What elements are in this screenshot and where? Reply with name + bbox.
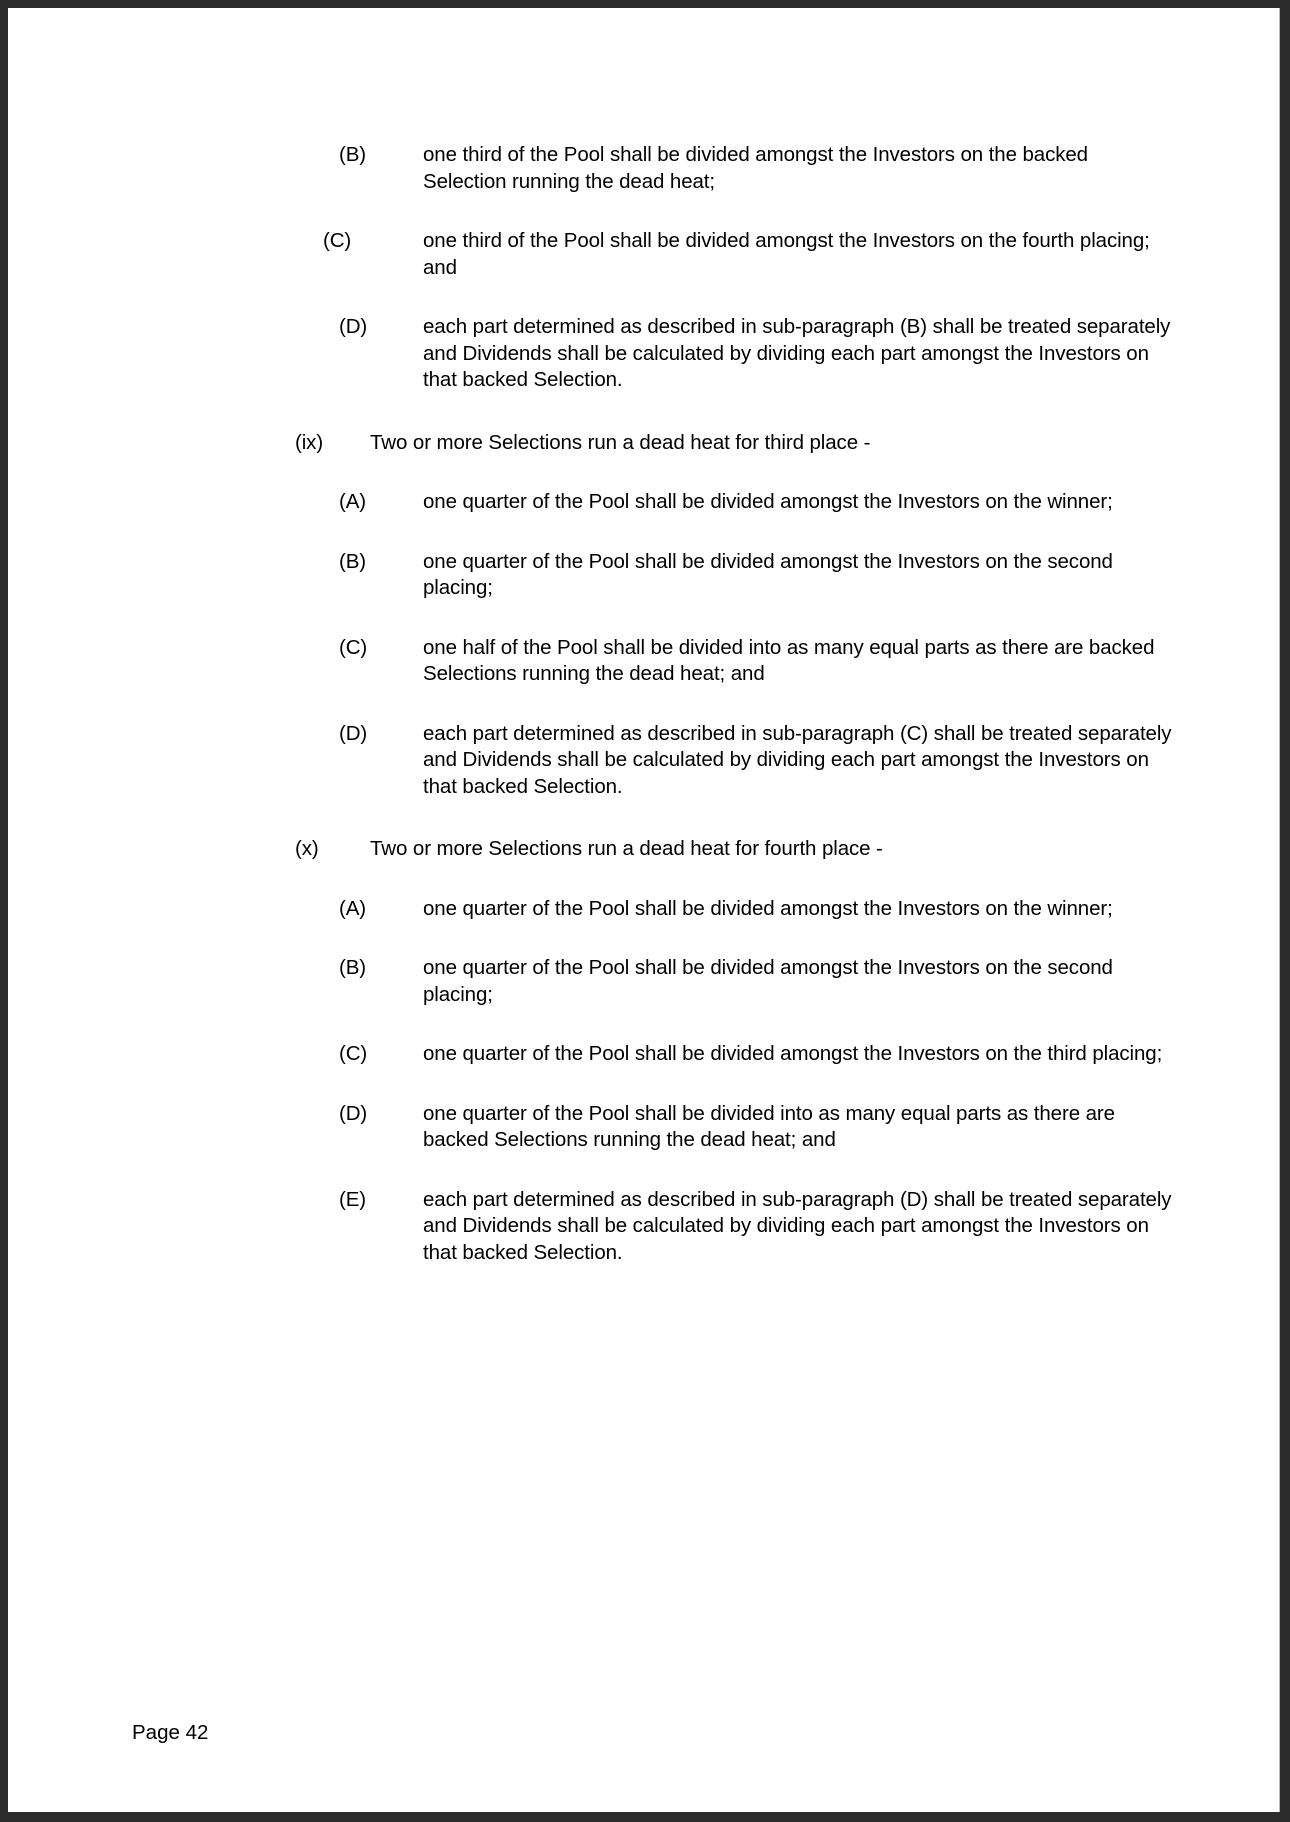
page-number-footer: Page 42 [132, 1721, 209, 1744]
clause-text: Two or more Selections run a dead heat for third place - [370, 430, 871, 454]
clause-marker: (C) [339, 1042, 368, 1065]
clause-item-roman [295, 836, 1079, 863]
clause-text: each part determined as described in sub-paragraph (B) shall be treated separately and Dividends shall be calculated by dividing each part amongst the Investors on that backed Selection. [423, 315, 1171, 391]
clause-text: one third of the Pool shall be divided amongst the Investors on the fourth placing; and [423, 229, 1150, 279]
clause-text: one third of the Pool shall be divided amongst the Investors on the backed Selection running the dead heat; [423, 143, 1088, 193]
clause-marker: (C) [339, 635, 368, 659]
clause-item-letter [339, 721, 1174, 801]
clause-marker: (x) [295, 837, 319, 860]
clause-text: each part determined as described in sub-paragraph (C) shall be treated separately and Dividends shall be calculated by dividing each part amongst the Investors on that backed Selection. [423, 721, 1172, 798]
clause-text: one quarter of the Pool shall be divided amongst the Investors on the third placing; [423, 1042, 1163, 1065]
clause-text: one quarter of the Pool shall be divided amongst the Investors on the second placing; [423, 549, 1113, 599]
clause-marker: (D) [339, 1101, 368, 1125]
clause-item-letter [323, 228, 1174, 281]
clause-marker: (B) [339, 956, 367, 979]
clause-text: each part determined as described in sub-paragraph (D) shall be treated separately and Dividends shall be calculated by dividing each part amongst the Investors on that backed Selection. [423, 1187, 1172, 1264]
clause-item-letter [339, 1187, 1174, 1267]
clause-marker: (E) [339, 1187, 367, 1211]
clause-item-letter [339, 635, 1174, 688]
clause-text: Two or more Selections run a dead heat for fourth place - [370, 837, 883, 860]
clause-item-roman [295, 430, 1079, 457]
clause-text: one half of the Pool shall be divided into as many equal parts as there are backed Selections running the dead heat; and [423, 635, 1155, 685]
clause-marker: (D) [339, 315, 368, 338]
clause-marker: (A) [339, 490, 367, 513]
clause-text: one quarter of the Pool shall be divided into as many equal parts as there are backed Selections running the dead heat; and [423, 1101, 1115, 1151]
clause-text: one quarter of the Pool shall be divided amongst the Investors on the winner; [423, 896, 1113, 920]
clause-item-letter [339, 955, 1174, 1008]
clause-item-letter [339, 314, 1174, 394]
page-sheet [8, 8, 1280, 1812]
clause-marker: (B) [339, 549, 367, 573]
clause-item-letter [339, 489, 1174, 516]
clause-item-letter [339, 896, 1174, 923]
clause-marker: (D) [339, 721, 368, 745]
clause-item-letter [339, 1101, 1174, 1154]
clause-marker: (A) [339, 896, 367, 920]
clause-marker: (ix) [295, 430, 324, 454]
clause-item-letter [339, 142, 1174, 195]
clause-text: one quarter of the Pool shall be divided amongst the Investors on the winner; [423, 490, 1113, 513]
clause-marker: (B) [339, 143, 367, 166]
document-body [8, 8, 1279, 1812]
clause-marker: (C) [323, 229, 352, 252]
clause-text: one quarter of the Pool shall be divided amongst the Investors on the second placing; [423, 956, 1113, 1006]
clause-item-letter [339, 549, 1174, 602]
clause-item-letter [339, 1041, 1174, 1068]
